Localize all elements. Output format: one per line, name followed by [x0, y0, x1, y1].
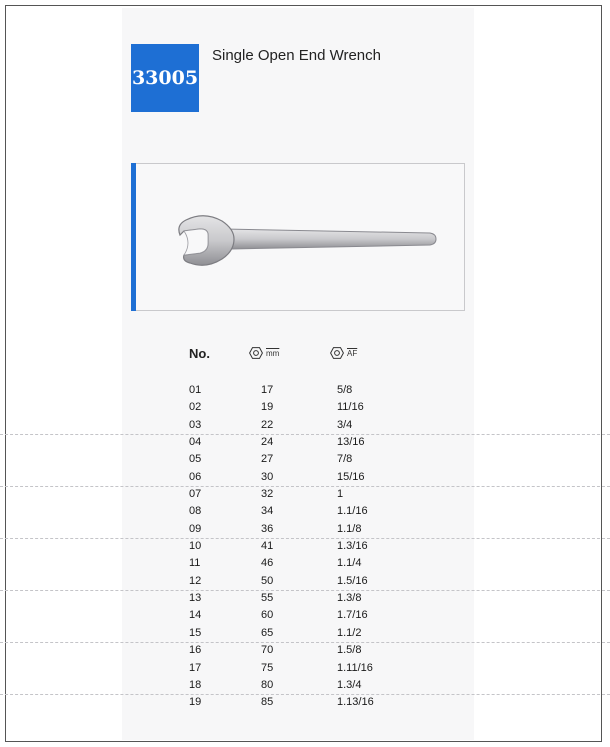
- cell-mm: 30: [261, 470, 274, 483]
- cell-af: 1.5/8: [337, 644, 362, 657]
- cell-no: 04: [189, 436, 202, 449]
- cell-mm: 80: [261, 678, 274, 691]
- product-code: 33005: [131, 67, 199, 89]
- table-row: [0, 556, 610, 573]
- column-header-no: No.: [189, 346, 210, 361]
- table-row: [0, 418, 610, 435]
- wrench-image: [172, 205, 438, 273]
- hex-nut-icon: [249, 347, 263, 359]
- cell-af: 15/16: [337, 470, 365, 483]
- table-row: [0, 539, 610, 556]
- table-row: [0, 695, 610, 712]
- size-table: [0, 383, 610, 713]
- cell-mm: 46: [261, 557, 274, 570]
- cell-mm: 19: [261, 401, 274, 414]
- cell-af: 1.3/16: [337, 540, 368, 553]
- cell-af: 5/8: [337, 384, 353, 396]
- cell-no: 13: [189, 592, 202, 605]
- table-row: [0, 435, 610, 452]
- cell-af: 1.1/4: [337, 557, 362, 570]
- hex-nut-icon: [330, 347, 344, 359]
- cell-af: 1.1/2: [337, 626, 362, 639]
- cell-no: 06: [189, 470, 202, 483]
- table-row: [0, 574, 610, 591]
- cell-mm: 41: [261, 540, 274, 553]
- cell-mm: 36: [261, 522, 274, 535]
- table-row: [0, 678, 610, 695]
- cell-no: 17: [189, 661, 202, 674]
- cell-mm: 32: [261, 488, 274, 501]
- table-row: [0, 504, 610, 521]
- product-title: Single Open End Wrench: [212, 47, 381, 64]
- cell-no: 11: [189, 557, 201, 570]
- table-row: [0, 661, 610, 678]
- cell-no: 14: [189, 609, 202, 622]
- product-code-badge: [131, 44, 199, 112]
- table-row: [0, 608, 610, 625]
- table-row: [0, 591, 610, 608]
- cell-mm: 55: [261, 592, 274, 605]
- cell-af: 1.1/8: [337, 522, 362, 535]
- cell-mm: 85: [261, 696, 274, 709]
- unit-af-label: $\overline{AF}$: [347, 348, 358, 358]
- image-panel-accent: [131, 163, 136, 311]
- cell-no: 07: [189, 488, 202, 501]
- cell-mm: 22: [261, 418, 274, 431]
- column-header-mm: [249, 347, 279, 359]
- cell-no: 05: [189, 453, 202, 466]
- cell-mm: 34: [261, 505, 274, 518]
- table-row: [0, 383, 610, 400]
- cell-af: 1.11/16: [337, 661, 373, 674]
- cell-af: 1.13/16: [337, 696, 374, 709]
- cell-mm: 50: [261, 574, 274, 587]
- cell-mm: 24: [261, 436, 274, 449]
- cell-no: 03: [189, 418, 202, 431]
- cell-af: 1.7/16: [337, 609, 368, 622]
- cell-mm: 17: [261, 384, 274, 396]
- cell-af: 11/16: [337, 401, 364, 414]
- cell-no: 18: [189, 678, 202, 691]
- cell-no: 08: [189, 505, 202, 518]
- cell-mm: 75: [261, 661, 274, 674]
- cell-af: 3/4: [337, 418, 353, 431]
- cell-no: 19: [189, 696, 202, 709]
- table-row: [0, 400, 610, 417]
- cell-af: 1.3/8: [337, 592, 362, 605]
- table-row: [0, 626, 610, 643]
- cell-no: 15: [189, 626, 202, 639]
- table-row: [0, 522, 610, 539]
- cell-mm: 65: [261, 626, 274, 639]
- column-header-af: [330, 347, 357, 359]
- cell-af: 7/8: [337, 453, 353, 466]
- cell-mm: 60: [261, 609, 274, 622]
- cell-no: 12: [189, 574, 202, 587]
- cell-af: 1.1/16: [337, 505, 368, 518]
- cell-af: 13/16: [337, 436, 365, 449]
- cell-no: 02: [189, 401, 202, 414]
- cell-mm: 27: [261, 453, 274, 466]
- table-row: [0, 452, 610, 469]
- table-row: [0, 487, 610, 504]
- table-row: [0, 470, 610, 487]
- cell-no: 01: [189, 384, 202, 396]
- cell-mm: 70: [261, 644, 274, 657]
- table-row: [0, 643, 610, 660]
- cell-no: 10: [189, 540, 202, 553]
- cell-af: 1.5/16: [337, 574, 368, 587]
- table-header: [0, 346, 610, 364]
- cell-no: 09: [189, 522, 202, 535]
- cell-af: 1: [337, 488, 344, 501]
- cell-af: 1.3/4: [337, 678, 362, 691]
- unit-mm-label: $\overline{mm}$: [266, 348, 280, 358]
- cell-no: 16: [189, 644, 202, 657]
